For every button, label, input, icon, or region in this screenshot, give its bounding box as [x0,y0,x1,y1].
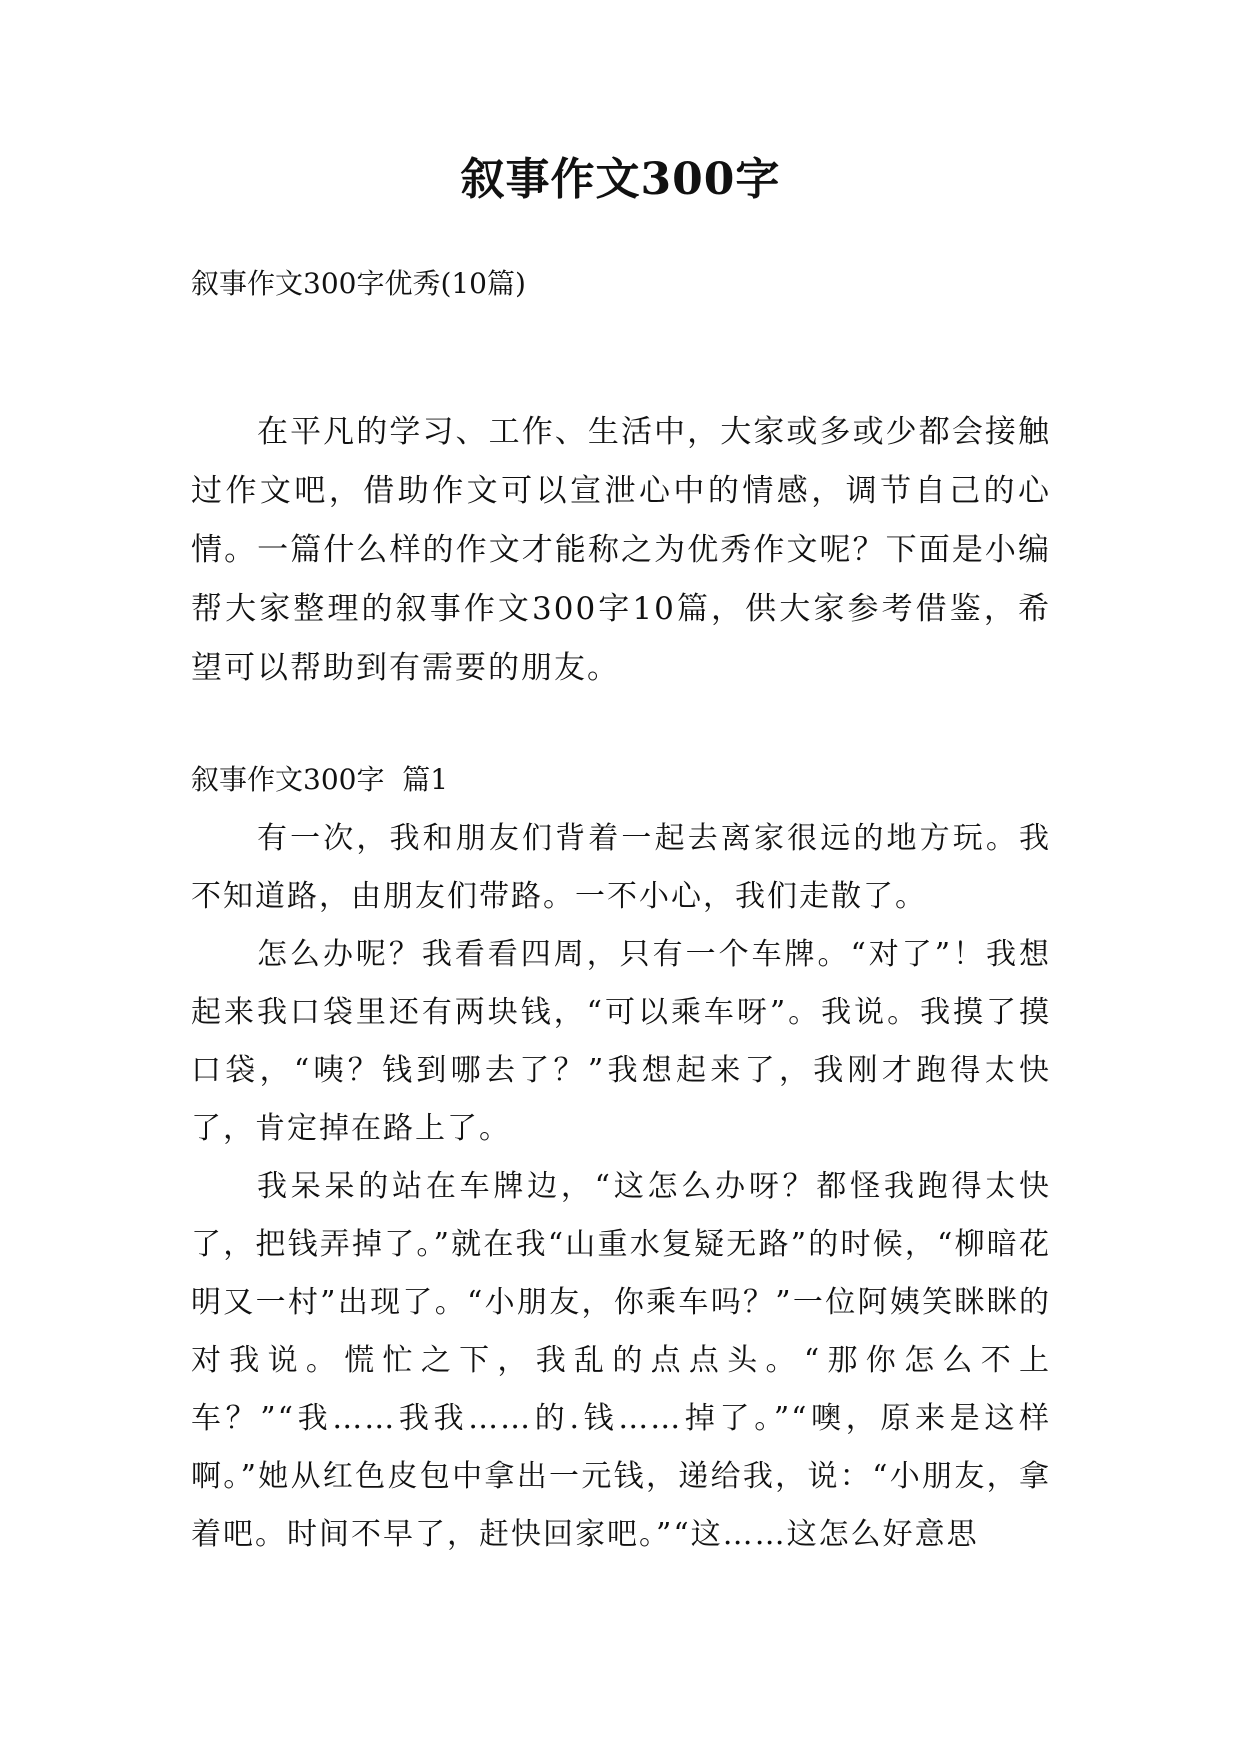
story-paragraph: 我呆呆的站在车牌边，“这怎么办呀？都怪我跑得太快了，把钱弄掉了。”就在我“山重水复疑无路”的时候，“柳暗花明又一村”出现了。“小朋友，你乘车吗？”一位阿姨笑眯眯的对我说。慌忙之下，我乱的点点头。“那你怎么不上车？”“我……我我……的.钱……掉了。”“噢，原来是这样啊。”她从红色皮包中拿出一元钱，递给我，说：“小朋友，拿着吧。时间不早了，赶快回家吧。”“这……这怎么好意思 [191,1169,1051,1552]
document-title: 叙事作文300字 [460,154,781,205]
story-paragraph: 怎么办呢？我看看四周，只有一个车牌。“对了”！我想起来我口袋里还有两块钱，“可以乘车呀”。我说。我摸了摸口袋，“咦？钱到哪去了？”我想起来了，我刚才跑得太快了，肯定掉在路上了。 [191,937,1051,1146]
story-body [191,810,1051,1564]
intro-paragraph: 在平凡的学习、工作、生活中，大家或多或少都会接触过作文吧，借助作文可以宣泄心中的情感，调节自己的心情。一篇什么样的作文才能称之为优秀作文呢？下面是小编帮大家整理的叙事作文300字10篇，供大家参考借鉴，希望可以帮助到有需要的朋友。 [191,414,1051,686]
story-paragraph: 有一次，我和朋友们背着一起去离家很远的地方玩。我不知道路，由朋友们带路。一不小心，我们走散了。 [191,821,1051,914]
section-heading: 叙事作文300字 篇1 [191,763,449,796]
document-subtitle: 叙事作文300字优秀(10篇) [191,267,526,300]
